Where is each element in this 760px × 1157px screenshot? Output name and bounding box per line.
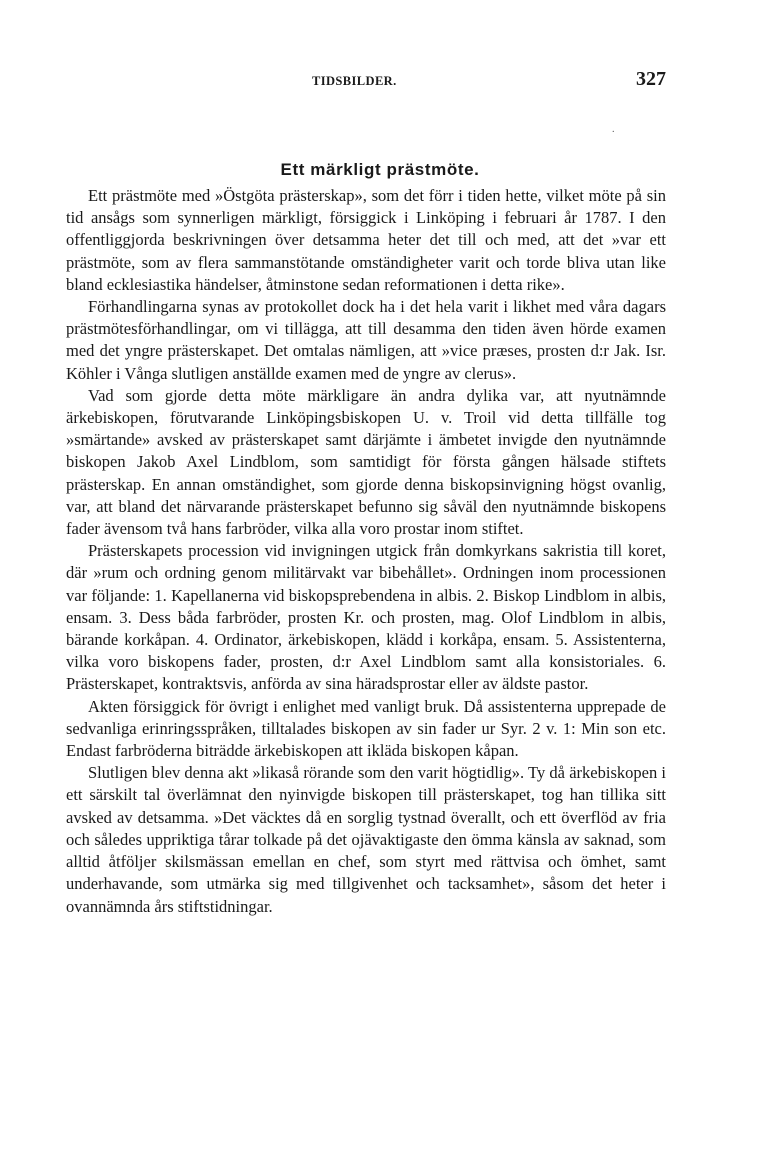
paragraph: Vad som gjorde detta möte märkligare än andra dylika var, att nyutnämnde ärkebiskopen, förutvarande Linköpingsbiskopen U. v. Troil vid detta tillfälle tog »smärtande» avsked av prästerskapet samt därjämte i ämbetet invigde den nyutnämnde biskopen Jakob Axel Lindblom, som samtidigt för första gången hälsade stiftets prästerskap. En annan omständighet, som gjorde denna biskopsinvigning högst ovanlig, var, att bland det närvarande prästerskapet befunno sig såväl den nyutnämnde biskopens fader ävensom två hans farbröder, vilka alla voro prostar inom stiftet. (66, 385, 666, 539)
article-title: Ett märkligt prästmöte. (280, 160, 480, 179)
paragraph: Förhandlingarna synas av protokollet dock ha i det hela varit i likhet med våra dagars prästmötesförhandlingar, om vi tillägga, att till desamma den tiden även hörde examen med det yngre prästerskapet. Det omtalas nämligen, att »vice præses, prosten d:r Jak. Isr. Köhler i Vånga slutligen anställde examen med de yngre av clerus». (66, 297, 666, 383)
running-header (66, 68, 666, 92)
stray-mark: . (612, 124, 615, 135)
running-title: TIDSBILDER. (312, 74, 397, 88)
page-number: 327 (636, 68, 666, 90)
paragraph: Prästerskapets procession vid invigningen utgick från domkyrkans sakristia till koret, där »rum och ordning genom militärvakt var bibehållet». Ordningen inom processionen var följande: 1. Kapellanerna vid biskopsprebendena in albis. 2. Biskop Lindblom in albis, ensam. 3. Dess båda farbröder, prosten Kr. och prosten, mag. Olof Lindblom in albis, bärande korkåpan. 4. Ordinator, ärkebiskopen, klädd i korkåpa, ensam. 5. Assistenterna, vilka voro biskopens fader, prosten, d:r Axel Lindblom samt alla konsistoriales. 6. Prästerskapet, kontraktsvis, anförda av sina häradsprostar eller av äldste pastor. (66, 541, 666, 694)
paragraph: Slutligen blev denna akt »likaså rörande som den varit högtidlig». Ty då ärkebiskopen i ett särskilt tal överlämnat den nyinvigde biskopen till prästerskapet, tog han tillika sitt avsked av detsamma. »Det väcktes då en sorglig tystnad överallt, och ett överflöd av fria och således uppriktiga tårar tolkade på det ojävaktigaste den ömma känsla av saknad, som alltid åtföljer skilsmässan emellan en chef, som styrt med rättvisa och ömhet, samt underhavande, som utmärka sig med tillgivenhet och tacksamhet», såsom det heter i ovannämnda års stiftstidningar. (66, 763, 666, 916)
article-body (66, 185, 666, 918)
paragraph: Ett prästmöte med »Östgöta prästerskap», som det förr i tiden hette, vilket möte på sin tid ansågs som synnerligen märkligt, försiggick i Linköping i februari år 1787. I den offentliggjorda beskrivningen över detsamma heter det till och med, att det »var ett prästmöte, som av flera sammanstötande omständigheter varit och torde bliva utan like bland ecklesiastika händelser, åtminstone sedan reformationen i detta rike». (66, 186, 666, 294)
paragraph: Akten försiggick för övrigt i enlighet med vanligt bruk. Då assistenterna upprepade de sedvanliga erinringsspråken, tilltalades biskopen av sin fader ur Syr. 2 v. 1: Min son etc. Endast farbröderna biträdde ärkebiskopen att ikläda biskopen kåpan. (66, 696, 666, 761)
